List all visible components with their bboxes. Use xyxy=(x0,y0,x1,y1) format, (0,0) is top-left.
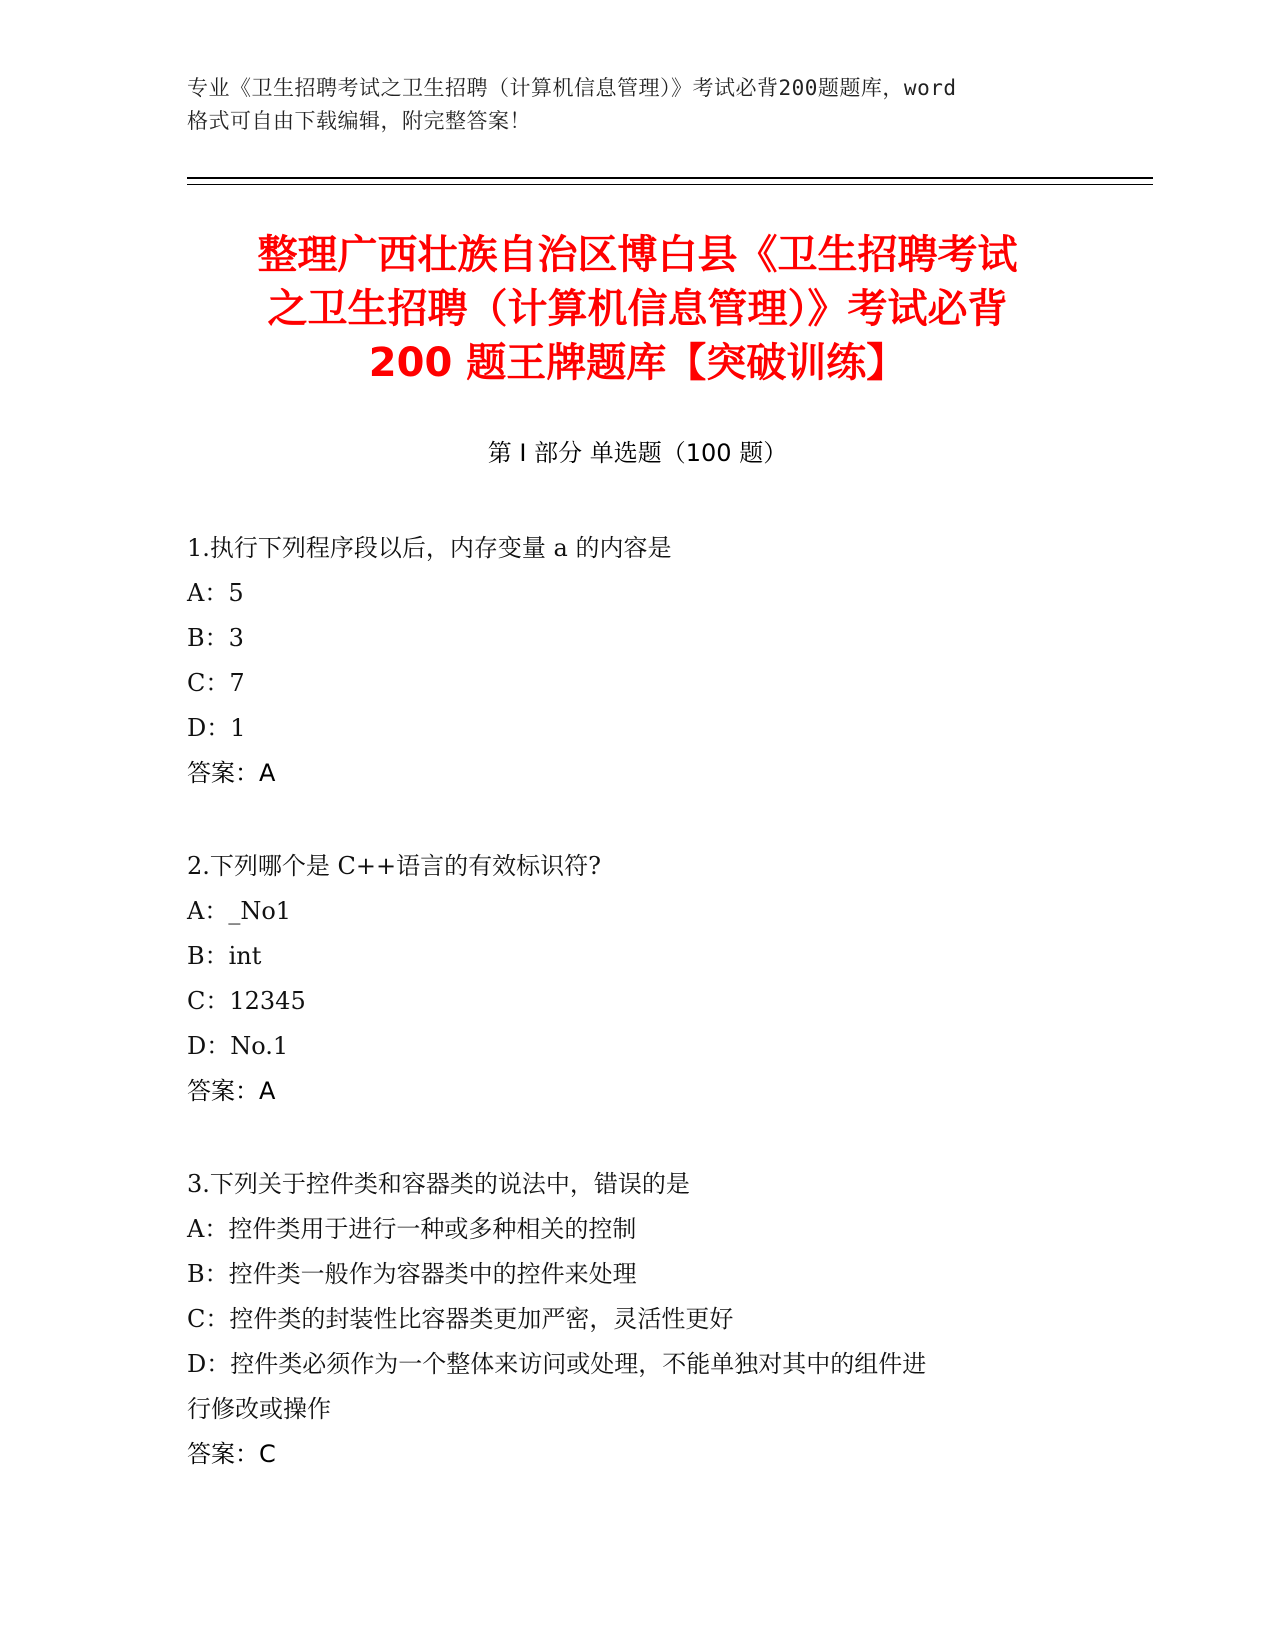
title-line-3: 200 题王牌题库【突破训练】 xyxy=(368,340,907,386)
question-stem: 1.执行下列程序段以后，内存变量 a 的内容是 xyxy=(187,534,672,562)
header-note-line-1: 专业《卫生招聘考试之卫生招聘（计算机信息管理）》考试必背200题题库，word xyxy=(187,76,957,100)
answer: 答案：A xyxy=(187,759,276,787)
header-rule-thin xyxy=(187,184,1153,185)
option-d: D：No.1 xyxy=(187,1032,289,1060)
title-line-1: 整理广西壮族自治区博白县《卫生招聘考试 xyxy=(257,232,1018,278)
option-b: B：3 xyxy=(187,624,244,652)
option-a: A：控件类用于进行一种或多种相关的控制 xyxy=(187,1215,637,1243)
header-note-line-2: 格式可自由下载编辑，附完整答案！ xyxy=(187,109,531,133)
header-rule-thick xyxy=(187,177,1153,179)
question-1 xyxy=(187,526,1087,796)
answer: 答案：A xyxy=(187,1077,276,1105)
option-c: C：7 xyxy=(187,669,245,697)
option-d: D：控件类必须作为一个整体来访问或处理，不能单独对其中的组件进 xyxy=(187,1350,927,1378)
question-stem: 3.下列关于控件类和容器类的说法中，错误的是 xyxy=(187,1170,690,1198)
section-title: 第 I 部分 单选题（100 题） xyxy=(487,439,788,467)
question-3 xyxy=(187,1162,1087,1477)
document-title xyxy=(160,228,1115,390)
question-2 xyxy=(187,844,1087,1114)
option-a: A：_No1 xyxy=(187,897,292,925)
option-b: B：int xyxy=(187,942,262,970)
title-line-2: 之卫生招聘（计算机信息管理）》考试必背 xyxy=(267,286,1008,332)
option-c: C：控件类的封装性比容器类更加严密，灵活性更好 xyxy=(187,1305,734,1333)
option-b: B：控件类一般作为容器类中的控件来处理 xyxy=(187,1260,637,1288)
question-stem: 2.下列哪个是 C++语言的有效标识符? xyxy=(187,852,601,880)
option-d: D：1 xyxy=(187,714,246,742)
option-a: A：5 xyxy=(187,579,244,607)
option-c: C：12345 xyxy=(187,987,306,1015)
header-note xyxy=(187,72,1087,138)
answer: 答案：C xyxy=(187,1440,276,1468)
option-d-continued: 行修改或操作 xyxy=(187,1395,331,1423)
